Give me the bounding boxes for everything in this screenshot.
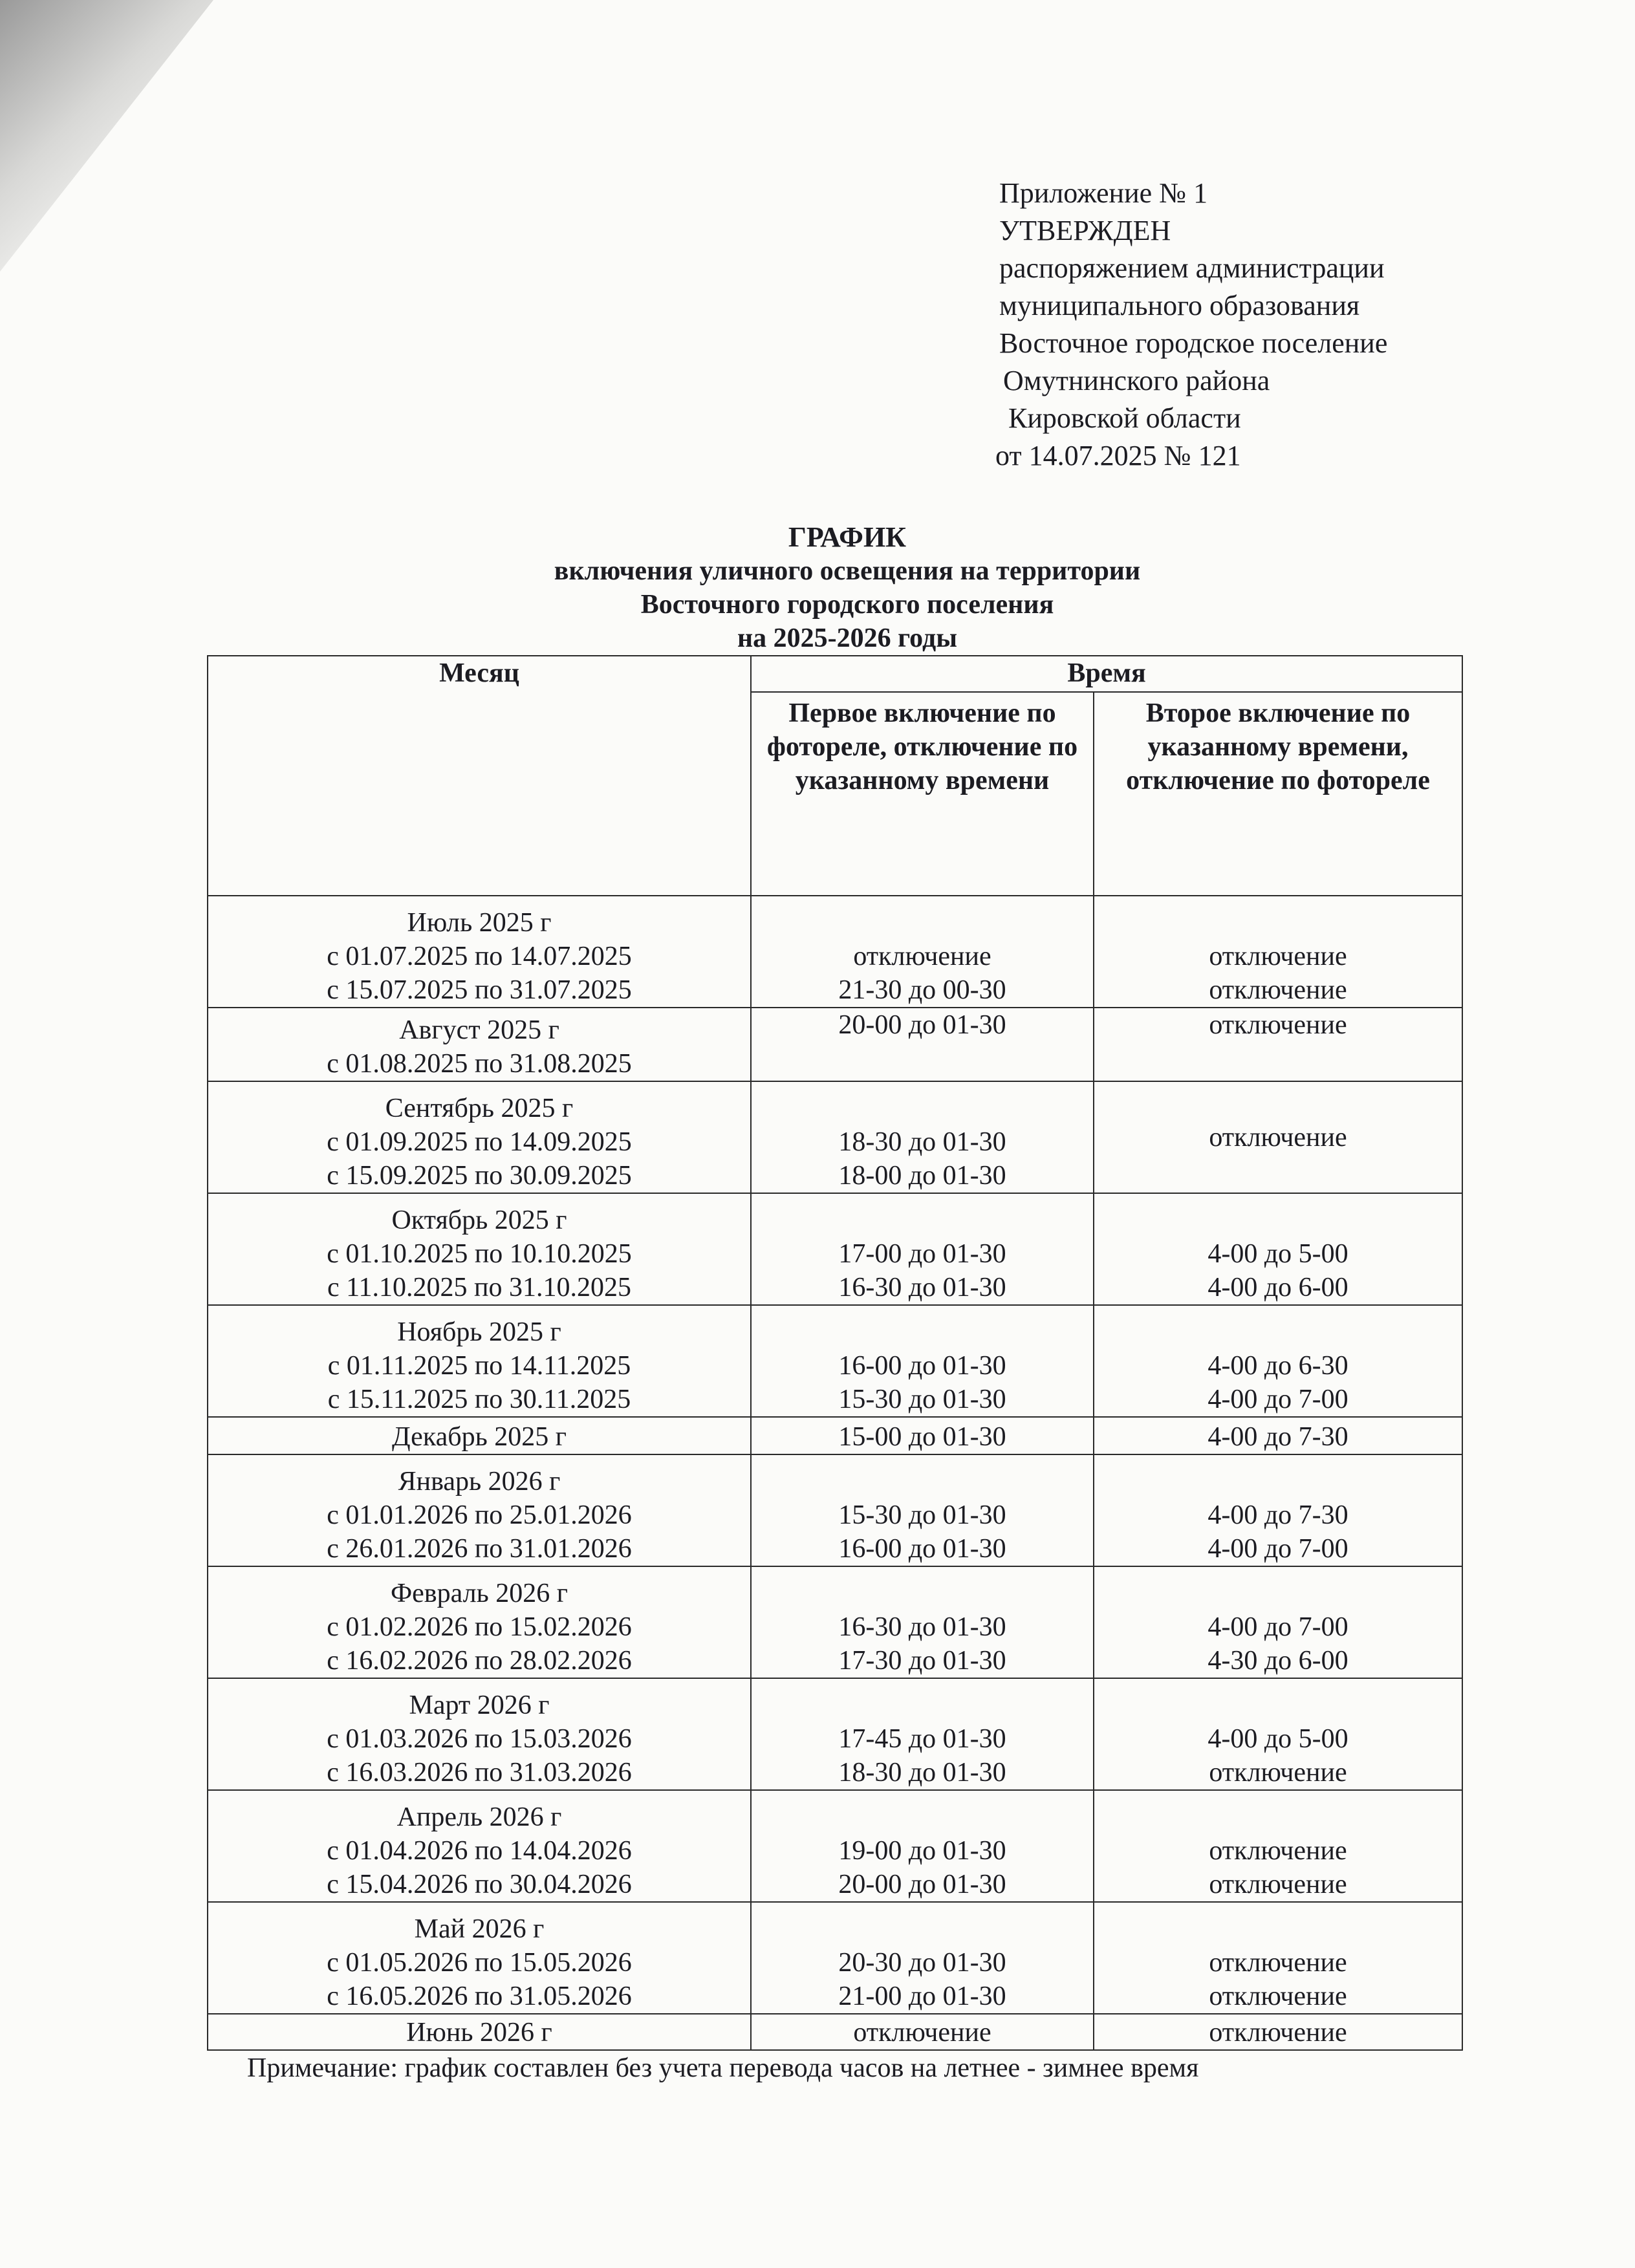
table-row	[208, 1566, 1462, 1678]
first-line: 16-00 до 01-30	[838, 1534, 1006, 1564]
first-line: 15-30 до 01-30	[838, 1500, 1006, 1530]
second-line: 4-30 до 6-00	[1207, 1646, 1348, 1676]
title-line: Восточного городского поселения	[640, 590, 1054, 620]
first-switch-cell	[751, 1417, 1094, 1454]
first-switch-cell	[751, 1566, 1094, 1678]
first-line: отключение	[853, 942, 991, 971]
first-line: отключение	[853, 2018, 991, 2047]
month-line: с 16.02.2026 по 28.02.2026	[327, 1646, 632, 1676]
first-line: 20-00 до 01-30	[838, 1870, 1006, 1899]
month-line: с 01.10.2025 по 10.10.2025	[327, 1239, 632, 1269]
second-line: отключение	[1209, 2018, 1347, 2047]
month-line: с 01.09.2025 по 14.09.2025	[327, 1127, 632, 1157]
first-line: 20-30 до 01-30	[838, 1948, 1006, 1978]
second-switch-cell	[1094, 1193, 1462, 1305]
second-line: отключение	[1209, 975, 1347, 1005]
month-line: с 15.07.2025 по 31.07.2025	[327, 975, 632, 1005]
month-line: Ноябрь 2025 г	[397, 1317, 561, 1347]
month-line: с 01.02.2026 по 15.02.2026	[327, 1612, 632, 1642]
document-title	[207, 521, 1488, 655]
second-line: 4-00 до 5-00	[1207, 1239, 1348, 1269]
month-cell	[208, 1008, 751, 1081]
month-line: Январь 2026 г	[398, 1467, 561, 1496]
second-switch-cell	[1094, 2014, 1462, 2050]
folded-corner-shadow	[0, 0, 213, 272]
second-line: 4-00 до 5-00	[1207, 1724, 1348, 1754]
month-line: Май 2026 г	[414, 1914, 545, 1944]
month-line: с 01.07.2025 по 14.07.2025	[327, 942, 632, 971]
first-switch-cell	[751, 1902, 1094, 2014]
title-main: ГРАФИК	[788, 521, 907, 553]
approval-line: Омутнинского района	[1003, 365, 1270, 396]
second-switch-cell	[1094, 896, 1462, 1008]
table-row	[208, 1008, 1462, 1081]
table-row	[208, 1193, 1462, 1305]
month-line: с 01.05.2026 по 15.05.2026	[327, 1948, 632, 1978]
first-line: 16-30 до 01-30	[838, 1273, 1006, 1302]
second-line: отключение	[1209, 1122, 1347, 1152]
schedule-body	[208, 896, 1462, 2050]
month-line: с 16.03.2026 по 31.03.2026	[327, 1758, 632, 1787]
table-row	[208, 896, 1462, 1008]
approval-line: УТВЕРЖДЕН	[999, 215, 1171, 246]
second-switch-cell	[1094, 1081, 1462, 1193]
approval-line: Восточное городское поселение	[999, 327, 1388, 359]
month-line: Июль 2025 г	[407, 908, 552, 938]
second-line: 4-00 до 7-30	[1207, 1500, 1348, 1530]
second-line: 4-00 до 7-00	[1207, 1534, 1348, 1564]
second-line: отключение	[1209, 1948, 1347, 1978]
first-line: 17-30 до 01-30	[838, 1646, 1006, 1676]
first-line: 21-00 до 01-30	[838, 1982, 1006, 2011]
month-line: с 15.11.2025 по 30.11.2025	[327, 1385, 631, 1414]
second-switch-cell	[1094, 1790, 1462, 1902]
month-line: с 15.09.2025 по 30.09.2025	[327, 1161, 632, 1191]
month-cell	[208, 1678, 751, 1790]
second-line: 4-00 до 7-00	[1207, 1385, 1348, 1414]
month-cell	[208, 2014, 751, 2050]
table-row	[208, 2014, 1462, 2050]
first-line: 17-45 до 01-30	[838, 1724, 1006, 1754]
month-line: Июнь 2026 г	[406, 2018, 552, 2047]
month-line: Март 2026 г	[409, 1690, 550, 1720]
month-cell	[208, 1454, 751, 1566]
approval-line: Кировской области	[1008, 402, 1241, 434]
footnote: Примечание: график составлен без учета перевода часов на летнее - зимнее время	[247, 2053, 1199, 2083]
second-line: отключение	[1209, 1836, 1347, 1866]
first-switch-cell	[751, 896, 1094, 1008]
second-switch-cell	[1094, 1417, 1462, 1454]
month-line: Октябрь 2025 г	[391, 1205, 567, 1235]
first-line: 18-00 до 01-30	[838, 1161, 1006, 1191]
second-line: отключение	[1209, 1010, 1347, 1040]
month-line: с 01.01.2026 по 25.01.2026	[327, 1500, 632, 1530]
approval-line: от 14.07.2025 № 121	[995, 440, 1241, 471]
month-line: с 01.03.2026 по 15.03.2026	[327, 1724, 632, 1754]
first-switch-cell	[751, 1008, 1094, 1081]
first-line: 21-30 до 00-30	[838, 975, 1006, 1005]
title-line: включения уличного освещения на территории	[554, 556, 1141, 586]
first-switch-cell	[751, 1305, 1094, 1417]
second-line: 4-00 до 6-00	[1207, 1273, 1348, 1302]
month-line: Август 2025 г	[399, 1015, 559, 1045]
table-row	[208, 1678, 1462, 1790]
table-row	[208, 1790, 1462, 1902]
header-second-switch-on: Второе включение по указанному времени, отключение по фотореле	[1094, 692, 1462, 896]
first-line: 17-00 до 01-30	[838, 1239, 1006, 1269]
header-first-switch-on: Первое включение по фотореле, отключение по указанному времени	[751, 692, 1094, 896]
table-row	[208, 1305, 1462, 1417]
second-switch-cell	[1094, 1305, 1462, 1417]
approval-line: распоряжением администрации	[999, 252, 1385, 284]
second-line: 4-00 до 7-00	[1207, 1612, 1348, 1642]
month-line: с 01.11.2025 по 14.11.2025	[327, 1351, 631, 1381]
approval-line: муниципального образования	[999, 290, 1360, 321]
first-line: 18-30 до 01-30	[838, 1127, 1006, 1157]
approval-block	[995, 175, 1388, 475]
table-row	[208, 1454, 1462, 1566]
first-switch-cell	[751, 1081, 1094, 1193]
month-line: с 16.05.2026 по 31.05.2026	[327, 1982, 632, 2011]
month-cell	[208, 1417, 751, 1454]
second-switch-cell	[1094, 1454, 1462, 1566]
month-line: Февраль 2026 г	[390, 1579, 568, 1608]
first-line: 15-30 до 01-30	[838, 1385, 1006, 1414]
month-cell	[208, 1902, 751, 2014]
second-switch-cell	[1094, 1678, 1462, 1790]
second-line: отключение	[1209, 1870, 1347, 1899]
first-switch-cell	[751, 1678, 1094, 1790]
month-line: с 01.08.2025 по 31.08.2025	[327, 1049, 632, 1079]
first-line: 16-30 до 01-30	[838, 1612, 1006, 1642]
bleed-through-marks	[556, 123, 828, 291]
month-line: Сентябрь 2025 г	[385, 1094, 574, 1123]
second-line: отключение	[1209, 1982, 1347, 2011]
first-line: 20-00 до 01-30	[838, 1010, 1006, 1040]
approval-line: Приложение № 1	[999, 177, 1208, 209]
second-line: отключение	[1209, 1758, 1347, 1787]
month-cell	[208, 1566, 751, 1678]
first-line: 19-00 до 01-30	[838, 1836, 1006, 1866]
first-line: 18-30 до 01-30	[838, 1758, 1006, 1787]
second-switch-cell	[1094, 1902, 1462, 2014]
month-line: с 01.04.2026 по 14.04.2026	[327, 1836, 632, 1866]
title-line: на 2025-2026 годы	[737, 623, 958, 653]
month-cell	[208, 1305, 751, 1417]
header-time: Время	[751, 656, 1462, 692]
table-row	[208, 1902, 1462, 2014]
month-cell	[208, 1193, 751, 1305]
first-switch-cell	[751, 1193, 1094, 1305]
month-line: Апрель 2026 г	[396, 1802, 562, 1832]
first-switch-cell	[751, 1454, 1094, 1566]
month-line: с 26.01.2026 по 31.01.2026	[327, 1534, 632, 1564]
first-switch-cell	[751, 1790, 1094, 1902]
second-line: 4-00 до 6-30	[1207, 1351, 1348, 1381]
table-row	[208, 1081, 1462, 1193]
second-switch-cell	[1094, 1008, 1462, 1081]
second-line: 4-00 до 7-30	[1207, 1422, 1348, 1452]
lighting-schedule-table	[207, 655, 1463, 2051]
month-line: с 11.10.2025 по 31.10.2025	[327, 1273, 632, 1302]
first-line: 16-00 до 01-30	[838, 1351, 1006, 1381]
table-row	[208, 1417, 1462, 1454]
first-line: 15-00 до 01-30	[838, 1422, 1006, 1452]
header-month: Месяц	[208, 656, 751, 896]
month-line: Декабрь 2025 г	[392, 1422, 567, 1452]
second-switch-cell	[1094, 1566, 1462, 1678]
month-cell	[208, 1790, 751, 1902]
month-cell	[208, 896, 751, 1008]
second-line: отключение	[1209, 942, 1347, 971]
month-cell	[208, 1081, 751, 1193]
month-line: с 15.04.2026 по 30.04.2026	[327, 1870, 632, 1899]
first-switch-cell	[751, 2014, 1094, 2050]
